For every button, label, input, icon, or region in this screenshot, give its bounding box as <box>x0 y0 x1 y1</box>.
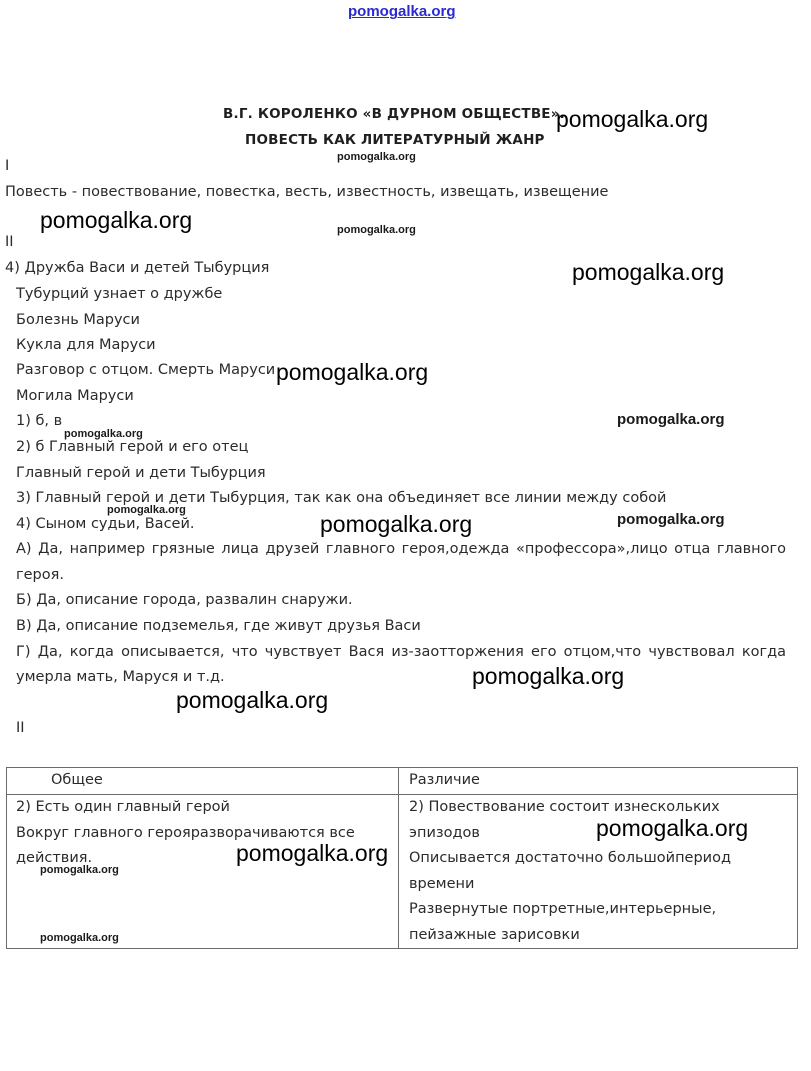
cell-line: Описывается достаточно большойпериод <box>409 850 732 866</box>
text-line: 4) Сыном судьи, Васей. <box>16 516 195 532</box>
text-line: Разговор с отцом. Смерть Маруси <box>16 362 276 378</box>
text-line: 2) б Главный герой и его отец <box>16 439 249 455</box>
text-line: героя. <box>16 567 64 583</box>
cell-line: времени <box>409 875 475 892</box>
cell-line: действия. <box>16 850 93 866</box>
watermark: pomogalka.org <box>107 504 186 516</box>
watermark: pomogalka.org <box>176 687 329 713</box>
text-line: 1) б, в <box>16 413 63 429</box>
header-difference: Различие <box>409 772 480 788</box>
cell-line: эпизодов <box>409 824 480 841</box>
document-title-line-1: В.Г. КОРОЛЕНКО «В ДУРНОМ ОБЩЕСТВЕ». <box>223 106 565 122</box>
text-line: 4) Дружба Васи и детей Тыбурция <box>5 260 270 276</box>
table-header-cell <box>399 768 798 795</box>
watermark: pomogalka.org <box>596 815 749 841</box>
text-line: В) Да, описание подземелья, где живут друзья Васи <box>16 618 421 634</box>
text-line: Главный герой и дети Тыбурция <box>16 465 266 481</box>
watermark: pomogalka.org <box>320 511 473 537</box>
watermark: pomogalka.org <box>337 151 416 163</box>
text-line: Могила Маруси <box>16 388 134 404</box>
text-line: умерла мать, Маруся и т.д. <box>16 669 225 685</box>
text-line-justified: Г) Да, когда описывается, что чувствует Вася из-заотторжения его отцом,что чувствовал когда <box>16 644 786 660</box>
cell-line: Развернутые портретные,интерьерные, <box>409 901 717 917</box>
watermark: pomogalka.org <box>40 864 119 876</box>
watermark: pomogalka.org <box>572 259 725 285</box>
table-header-cell <box>7 768 399 795</box>
watermark: pomogalka.org <box>276 359 429 385</box>
header-common: Общее <box>51 772 103 788</box>
watermark: pomogalka.org <box>236 840 389 866</box>
watermark: pomogalka.org <box>337 224 416 236</box>
document-title-line-2: ПОВЕСТЬ КАК ЛИТЕРАТУРНЫЙ ЖАНР <box>245 132 545 148</box>
text-line: Тубурций узнает о дружбе <box>16 286 223 302</box>
watermark: pomogalka.org <box>472 663 625 689</box>
text-line-justified: А) Да, например грязные лица друзей главного героя,одежда «профессора»,лицо отца главного <box>16 541 786 557</box>
comparison-table <box>6 767 798 949</box>
text-line: 3) Главный герой и дети Тыбурция, так как она объединяет все линии между собой <box>16 490 667 506</box>
section-marker-1: I <box>5 158 10 174</box>
cell-line: Вокруг главного герояразворачиваются все <box>16 824 355 841</box>
watermark: pomogalka.org <box>556 106 709 132</box>
text-line: Кукла для Маруси <box>16 337 156 353</box>
watermark-top-link[interactable]: pomogalka.org <box>348 3 456 20</box>
table-header-row <box>7 768 798 795</box>
watermark: pomogalka.org <box>40 207 193 233</box>
text-line: Болезнь Маруси <box>16 312 140 328</box>
text-line: Б) Да, описание города, развалин снаружи. <box>16 592 353 608</box>
section-marker-2: II <box>5 234 14 250</box>
watermark: pomogalka.org <box>617 511 725 528</box>
cell-line: 2) Повествование состоит изнескольких <box>409 799 720 815</box>
section-marker-3: II <box>16 720 25 736</box>
cell-line: 2) Есть один главный герой <box>16 799 230 815</box>
watermark: pomogalka.org <box>64 428 143 440</box>
cell-line: пейзажные зарисовки <box>409 926 580 943</box>
text-line: Повесть - повествование, повестка, весть, известность, извещать, извещение <box>5 184 609 200</box>
watermark: pomogalka.org <box>40 932 119 944</box>
watermark: pomogalka.org <box>617 411 725 428</box>
